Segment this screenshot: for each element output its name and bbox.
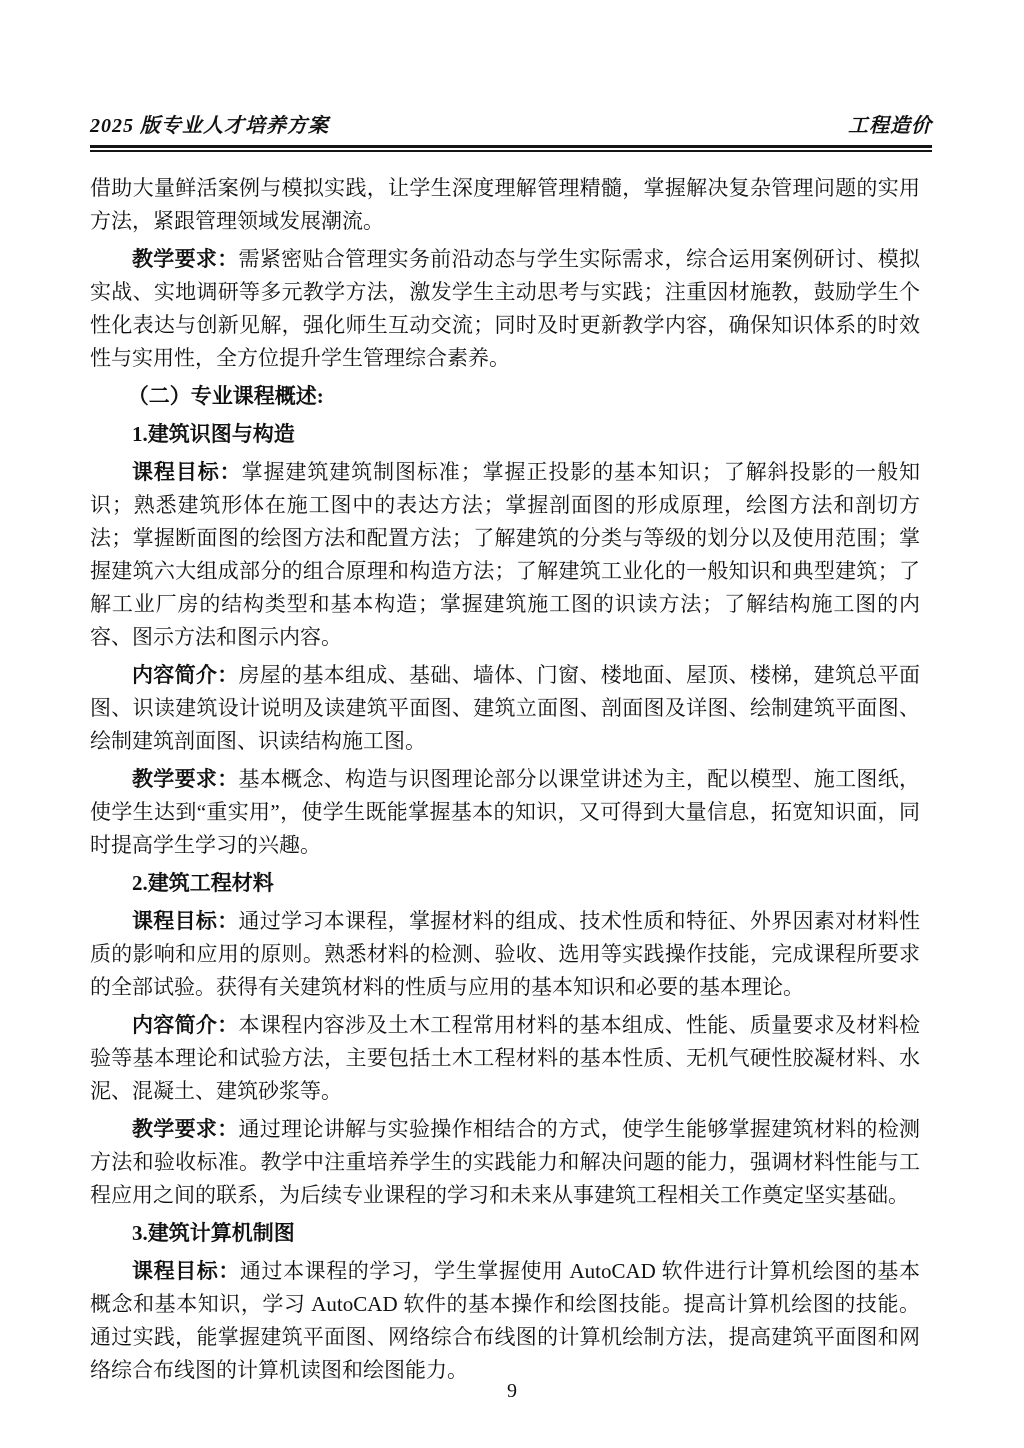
course-heading: 3.建筑计算机制图 [132,1221,295,1245]
body-paragraph [90,456,920,654]
paragraph-label: 教学要求： [132,247,239,271]
body-paragraph [90,1009,920,1108]
body-paragraph [90,1255,920,1387]
paragraph-text: 通过理论讲解与实验操作相结合的方式，使学生能够掌握建筑材料的检测方法和验收标准。教学中注重培养学生的实践能力和解决问题的能力，强调材料性能与工程应用之间的联系，为后续专业课程的学习和未来从事建筑工程相关工作奠定坚实基础。 [90,1117,921,1207]
paragraph-label: 课程目标： [132,909,239,933]
paragraph-label: 课程目标： [132,460,242,484]
paragraph-text: 本课程内容涉及土木工程常用材料的基本组成、性能、质量要求及材料检验等基本理论和试验方法，主要包括土木工程材料的基本性质、无机气硬性胶凝材料、水泥、混凝土、建筑砂浆等。 [90,1013,921,1103]
page-footer [0,1378,1024,1404]
header-double-rule [90,145,932,152]
page-header-row [90,112,932,140]
document-body [90,172,920,1387]
body-paragraph [90,1113,920,1212]
page-number: 9 [507,1380,517,1402]
body-paragraph [90,905,920,1004]
paragraph-label: 内容简介： [132,1013,239,1037]
body-paragraph: 借助大量鲜活案例与模拟实践，让学生深度理解管理精髓，掌握解决复杂管理问题的实用方法，紧跟管理领域发展潮流。 [90,176,920,233]
body-paragraph [90,243,920,375]
body-paragraph [90,763,920,862]
course-heading: 2.建筑工程材料 [132,871,274,895]
paragraph-text: 通过学习本课程，掌握材料的组成、技术性质和特征、外界因素对材料性质的影响和应用的原则。熟悉材料的检测、验收、选用等实践操作技能，完成课程所要求的全部试验。获得有关建筑材料的性质与应用的基本知识和必要的基本理论。 [90,909,921,999]
header-right-title: 工程造价 [848,115,932,137]
paragraph-label: 教学要求： [132,767,239,791]
paragraph-label: 教学要求： [132,1117,239,1141]
body-paragraph [90,659,920,758]
section-heading: （二）专业课程概述: [127,384,324,408]
page-header [90,112,932,152]
paragraph-text: 基本概念、构造与识图理论部分以课堂讲述为主，配以模型、施工图纸，使学生达到“重实用”，使学生既能掌握基本的知识，又可得到大量信息，拓宽知识面，同时提高学生学习的兴趣。 [90,767,921,857]
paragraph-text: 需紧密贴合管理实务前沿动态与学生实际需求，综合运用案例研讨、模拟实战、实地调研等多元教学方法，激发学生主动思考与实践；注重因材施教，鼓励学生个性化表达与创新见解，强化师生互动交流；同时及时更新教学内容，确保知识体系的时效性与实用性，全方位提升学生管理综合素养。 [90,247,921,370]
paragraph-text: 通过本课程的学习，学生掌握使用 AutoCAD 软件进行计算机绘图的基本概念和基本知识，学习 AutoCAD 软件的基本操作和绘图技能。提高计算机绘图的技能。通过实践，能掌握建筑平面图、网络综合布线图的计算机绘制方法，提高建筑平面图和网络综合布线图的计算机读图和绘图能力。 [90,1259,920,1382]
course-heading: 1.建筑识图与构造 [132,422,295,446]
paragraph-label: 内容简介： [132,663,239,687]
paragraph-text: 掌握建筑建筑制图标准；掌握正投影的基本知识；了解斜投影的一般知识；熟悉建筑形体在施工图中的表达方法；掌握剖面图的形成原理，绘图方法和剖切方法；掌握断面图的绘图方法和配置方法；了解建筑的分类与等级的划分以及使用范围；掌握建筑六大组成部分的组合原理和构造方法；了解建筑工业化的一般知识和典型建筑；了解工业厂房的结构类型和基本构造；掌握建筑施工图的识读方法；了解结构施工图的内容、图示方法和图示内容。 [90,460,921,649]
paragraph-text: 房屋的基本组成、基础、墙体、门窗、楼地面、屋顶、楼梯，建筑总平面图、识读建筑设计说明及读建筑平面图、建筑立面图、剖面图及详图、绘制建筑平面图、绘制建筑剖面图、识读结构施工图。 [90,663,921,753]
paragraph-label: 课程目标： [132,1259,240,1283]
header-left-title: 2025 版专业人才培养方案 [90,115,329,137]
